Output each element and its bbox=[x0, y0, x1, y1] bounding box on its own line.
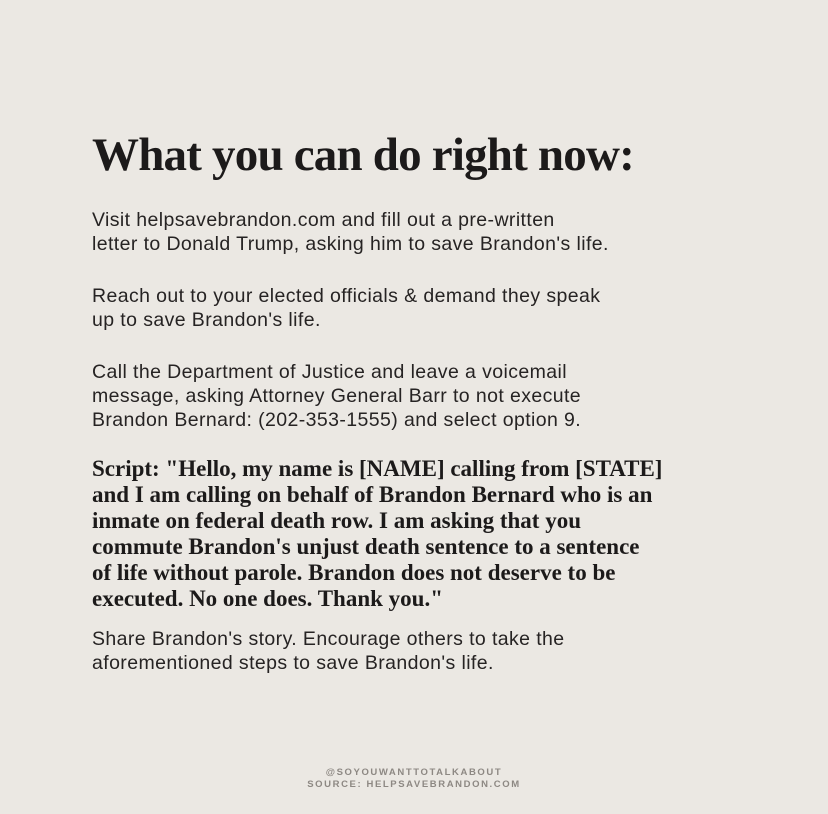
text-line: Share Brandon's story. Encourage others to take the bbox=[92, 628, 565, 650]
text-line: inmate on federal death row. I am asking that you bbox=[92, 508, 581, 533]
text-line: executed. No one does. Thank you." bbox=[92, 586, 443, 611]
text-line: letter to Donald Trump, asking him to save Brandon's life. bbox=[92, 233, 609, 255]
footer-source: SOURCE: HELPSAVEBRANDON.COM bbox=[307, 779, 521, 790]
step-contact-officials bbox=[92, 284, 600, 332]
text-line: message, asking Attorney General Barr to not execute bbox=[92, 385, 582, 407]
text-line: Reach out to your elected officials & demand they speak bbox=[92, 285, 601, 307]
text-line: up to save Brandon's life. bbox=[92, 309, 321, 331]
footer-handle: @SOYOUWANTTOTALKABOUT bbox=[325, 767, 503, 778]
text-line: aforementioned steps to save Brandon's life. bbox=[92, 652, 494, 674]
step-visit-website bbox=[92, 208, 609, 256]
text-line: Script: "Hello, my name is [NAME] calling from [STATE] bbox=[92, 456, 663, 481]
step-share bbox=[92, 627, 565, 675]
text-line: commute Brandon's unjust death sentence to a sentence bbox=[92, 534, 640, 559]
text-line: and I am calling on behalf of Brandon Bernard who is an bbox=[92, 482, 653, 507]
text-line: Brandon Bernard: (202-353-1555) and select option 9. bbox=[92, 409, 582, 431]
call-script bbox=[92, 456, 662, 612]
text-line: Call the Department of Justice and leave a voicemail bbox=[92, 361, 567, 383]
text-line: of life without parole. Brandon does not deserve to be bbox=[92, 560, 616, 585]
step-call-doj bbox=[92, 360, 581, 432]
page-title: What you can do right now: bbox=[92, 129, 634, 181]
text-line: Visit helpsavebrandon.com and fill out a pre-written bbox=[92, 209, 555, 231]
footer bbox=[0, 767, 828, 791]
